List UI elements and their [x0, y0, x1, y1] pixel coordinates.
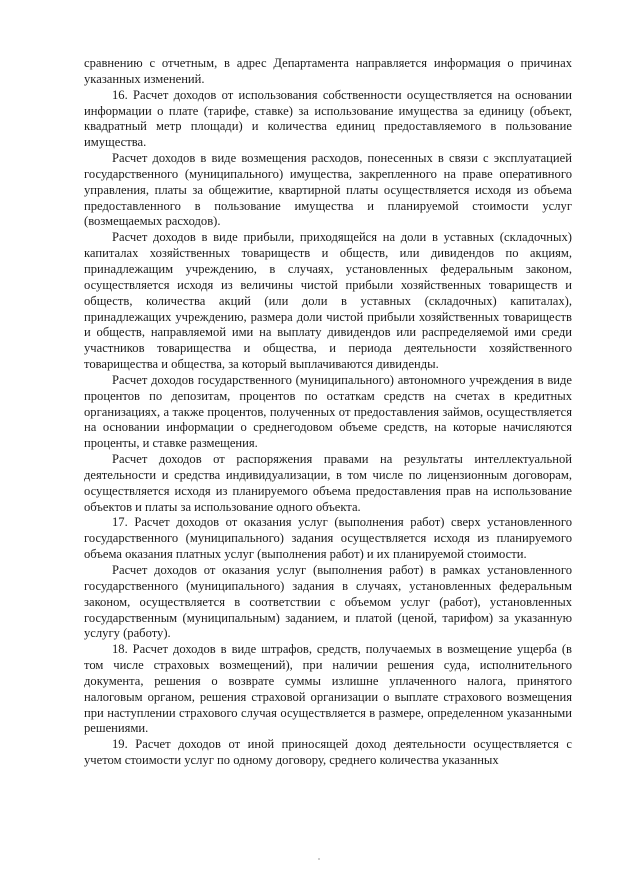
paragraph-dividends: Расчет доходов в виде прибыли, приходящейся на доли в уставных (складочных) капиталах хозяйственных товариществ и обществ, или дивидендов по акциям, принадлежащим учреждению, в случаях, установленных федеральным законом, осуществляется исходя из величины чистой прибыли хозяйственных товариществ и обществ, количества акций (или доли в уставных (складочных) капиталах), принадлежащих учреждению, размера доли чистой прибыли хозяйственных товариществ и обществ, направляемой ими на выплату дивидендов или распределяемой ими среди участников товарищества и общества, и периода деятельности хозяйственного товарищества и общества, за который выплачиваются дивиденды.: [84, 230, 572, 372]
paragraph-18-fines: 18. Расчет доходов в виде штрафов, средств, получаемых в возмещение ущерба (в том числе страховых возмещений), при наличии решения суда, исполнительного документа, решения о возврате суммы излишне уплаченного налога, принятого налоговым органом, решения страховой организации о выплате страхового возмещения при наступлении страхового случая осуществляется в размере, определенном указанными решениями.: [84, 642, 572, 736]
paragraph-19-other-income: 19. Расчет доходов от иной приносящей доход деятельности осуществляется с учетом стоимости услуг по одному договору, среднего количества указанных: [84, 737, 572, 768]
paragraph-interest-income: Расчет доходов государственного (муниципального) автономного учреждения в виде процентов по депозитам, процентов по остаткам средств на счетах в кредитных организациях, а также процентов, полученных от предоставления займов, осуществляется на основании информации о среднегодовом объеме средств, на которые начисляются проценты, и ставке размещения.: [84, 372, 572, 451]
paragraph-services-within-assignment: Расчет доходов от оказания услуг (выполнения работ) в рамках установленного государственного (муниципального) задания в случаях, установленных федеральным законом, осуществляется в соответствии с объемом услуг (работ), установленных государственным (муниципальным) заданием, и платой (ценой, тарифом) за указанную услугу (работу).: [84, 563, 572, 641]
paragraph-expense-reimbursement: Расчет доходов в виде возмещения расходов, понесенных в связи с эксплуатацией государственного (муниципального) имущества, закрепленного на праве оперативного управления, платы за общежитие, квартирной платы осуществляется исходя из объема предоставленного в пользование имущества и планируемой стоимости услуг (возмещаемых расходов).: [84, 151, 572, 229]
paragraph-16-use-of-property: 16. Расчет доходов от использования собственности осуществляется на основании информации о плате (тарифе, ставке) за использование имущества за единицу (объект, квадратный метр площади) и количества единиц предоставляемого в пользование имущества.: [84, 87, 572, 150]
paragraph-continuation: сравнению с отчетным, в адрес Департамента направляется информация о причинах указанных изменений.: [84, 56, 572, 86]
paragraph-intellectual-property: Расчет доходов от распоряжения правами на результаты интеллектуальной деятельности и средства индивидуализации, в том числе по лицензионным договорам, осуществляется исходя из планируемого объема предоставления прав на использование объектов и платы за использование одного объекта.: [84, 452, 572, 514]
document-body: [84, 56, 572, 769]
paragraph-17-services-above-assignment: 17. Расчет доходов от оказания услуг (выполнения работ) сверх установленного государственного (муниципального) задания осуществляется исходя из планируемого объема оказания платных услуг (выполнения работ) и их планируемой стоимости.: [84, 515, 572, 562]
scan-speck: [318, 858, 320, 860]
